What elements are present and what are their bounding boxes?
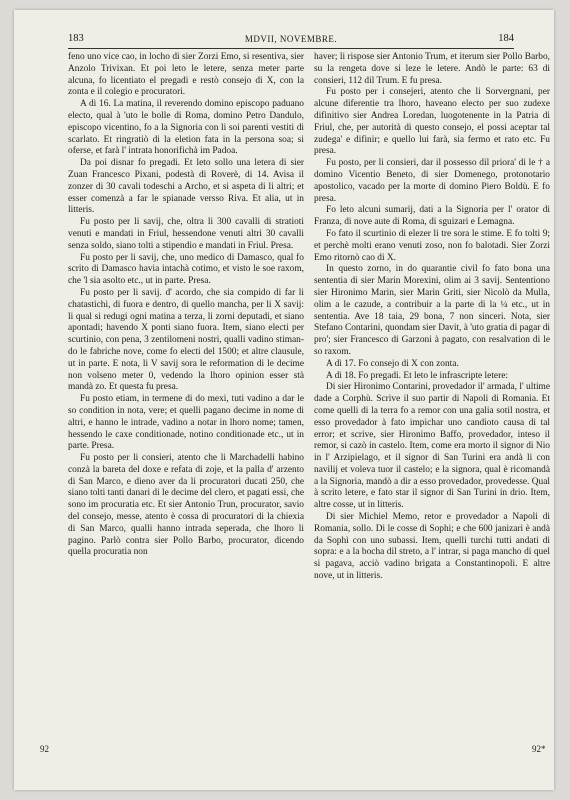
- right-column: [314, 52, 550, 583]
- page-number-left: 183: [68, 33, 84, 44]
- paragraph: Fo fato il scurtinio di elezer li tre sora le stime. E fo tolti 9; et perchè molti erano venuti zoso, non fo balotadi. Sier Zorzi Emo ritornò cao di X.: [314, 228, 550, 263]
- paragraph: Fu posto per i consejeri, atento che li Sorvergnani, per alcune diferentie tra lhoro, haveano electo per suo zudexe difinitivo sier Andrea Loredan, luogotenente in la Patria di Friul, che, per autorità di questo consejo, el possi aceptar tal zudega' e difinir; e quello lui farà, sia fermo et rato etc. Fu presa.: [314, 87, 550, 157]
- paragraph: Fu posto per li consieri, atento che li Marchadelli habino conzà la bareta del doxe e refata di zoje, et la palla d' arzento di San Marco, e dieno aver da li procuratori ducati 250, che siano tolti tanti danari di le decime del clero, et pagati essi, che sono im procuratia etc. Et sier Antonio Trun, procurator, savio del consejo, messe, atento è cossa di procuratori di la chiexia di San Marco, qualli hanno intrada seperada, che lhoro li pagino. Parlò contra sier Pollo Barbo, procurator, dicendo quella procuratia non: [68, 453, 304, 558]
- paragraph: Di sier Michiel Memo, retor e provedador a Napoli di Romania, sollo. Di le cosse di Sophi; e che 600 janizari è andà da Sophì con uno subassi. Item, quelli turchi tutti andati di sopra: e a la bocha dil streto, a l' intrar, si paga mancho di quel si pagava, acciò vadino brigata a Constantinopoli. E altre nove, ut in litteris.: [314, 512, 550, 582]
- paragraph: Fu posto per li savij, che, uno medico di Damasco, qual fo scrito di Damasco havia intachà cotimo, et visto le soe raxom, che 'l sia asolto etc., ut in parte. Presa.: [68, 252, 304, 287]
- paragraph: A dì 16. La matina, il reverendo domino episcopo paduano electo, qual à 'uto le bolle di Roma, domino Petro Dandulo, episcopo vicentino, fo a la Signoria con li soi parenti vestiti di scarlato. Et ringratiò di la eletion fata in la persona soa; si oferse, et farà l' intrata honorifichà im Padoa.: [68, 99, 304, 157]
- paragraph: haver; li rispose sier Antonio Trum, et iterum sier Pollo Barbo, su la rengeta dove si leze le letere. Andò le parte: 63 di consieri, 112 dil Trum. E fu presa.: [314, 52, 550, 86]
- paragraph: Fo leto alcuni sumarij, dati a la Signoria per l' orator di Franza, di nove aute di Roma, di sguizari e Lemagna.: [314, 205, 550, 228]
- paragraph: Fu posto etiam, in termene di do mexi, tuti vadino a dar le so condition in nota, vere; et quelli pagano decime in nome di altri, e hanno le intrade, vadino a notar in lhoro nome; tamen, hessendo le caxe conditionade, notino conditionade etc., ut in parte. Presa.: [68, 394, 304, 452]
- running-title: MDVII, NOVEMBRE.: [244, 34, 338, 44]
- paragraph: In questo zorno, in do quarantie civil fo fato bona una sententia di sier Marin Morexini, olim ai 3 savij. Sententiono sier Hironimo Marin, sier Marin Griti, sier Nicolò da Mulla, olim a le cazude, a contribuir a la parte di la ¼ etc., ut in sententia. Ave 18 taia, 29 bona, 7 non sinceri. Nota, sier Stefano Contarini, quondam sier Davit, à 'uto gratia di pagar di pro'; sier Francesco di Garzoni à pagato, con resalvation di le so raxom.: [314, 264, 551, 357]
- left-column: [68, 52, 304, 559]
- paragraph: feno uno vice cao, in locho di sier Zorzi Emo, si resentiva, sier Anzolo Trivixan. Et poi leto le letere, senza meter parte alcuna, fo licentiato el pregadi e restò consejo di X, con la zonta e il colegio e procuratori.: [68, 52, 304, 98]
- page-header: [68, 32, 514, 46]
- paragraph: Fu posto per li savij, che, oltra li 300 cavalli di stratioti venuti e mandati in Friul, hessendone venuti altri 30 cavalli senza soldo, siano tolti a stipendio e mandati in Friul. Presa.: [68, 217, 304, 251]
- paragraph: A dì 17. Fo consejo di X con zonta.: [326, 358, 459, 369]
- margin-number-left: 92: [40, 744, 49, 754]
- paragraph: Di sier Hironimo Contarini, provedador il' armada, l' ultime dade a Corphù. Scrive il suo partir di Napoli di Romania. Et come quelli di la terra fo a remor con una galia sotil nostra, et esso provedador à fato impichar uno candioto causa di tal error; et scrive, sier Hironimo Baffo, provedador, inteso il remor, si cazò in castelo. Item, come era morto il signor di Nio in l' Arzipielago, et il signor di San Turini era andà li con navilij et voleva tuor il castelo; e la signora, qual è ricomandà a la Signoria, mandò a dir a esso provedador, provedesse. Qual à scrito letere, e fato star il signor di San Turini in drio. Item, altre cosse, ut in litteris.: [314, 382, 550, 511]
- paragraph: Da poi disnar fo pregadi. Et leto sollo una letera di sier Zuan Francesco Pixani, podestà di Roverè, di 14. Avisa il zonzer di 30 cavali todeschi a Archo, et si aspeta di li altri; et esser comenzà a far le spianade versso Riva. Et alia, ut in litteris.: [68, 158, 304, 216]
- paragraph: A dì 18. Fo pregadi. Et leto le infrascripte letere:: [326, 370, 508, 381]
- paragraph: Fu posto, per li consieri, dar il possesso dil priora' di le † a domino Vicentio Beneto, di sier Domenego, protonotario apostolico, vacado per la morte di domino Piero Boldù. E fo presa.: [314, 158, 550, 204]
- book-page: [14, 10, 554, 790]
- header-rule: [68, 48, 514, 49]
- page-number-right: 184: [498, 33, 514, 44]
- margin-number-right: 92*: [532, 744, 546, 754]
- paragraph: Fu posto per li savij. d' acordo, che sia compido di far li chatastichi, di fuora e dentro, di quello mancha, per li X savij: li qual si redugi ogni matina a terza, li zorni deputadi, et siano apontadi; havendo X ponti siano fuora. Item, siano electi per scurtinio, con pena, 3 zentilomeni nostri, qualli vadino stimando le fabriche nove, come fo electi del 1500; et altre clausule, ut in parte. E nota, li V savij sora le reformation di le decime non volseno meter 0, vedendo la lhoro opinion esser stà mandà zo. Et questa fu presa.: [68, 287, 304, 393]
